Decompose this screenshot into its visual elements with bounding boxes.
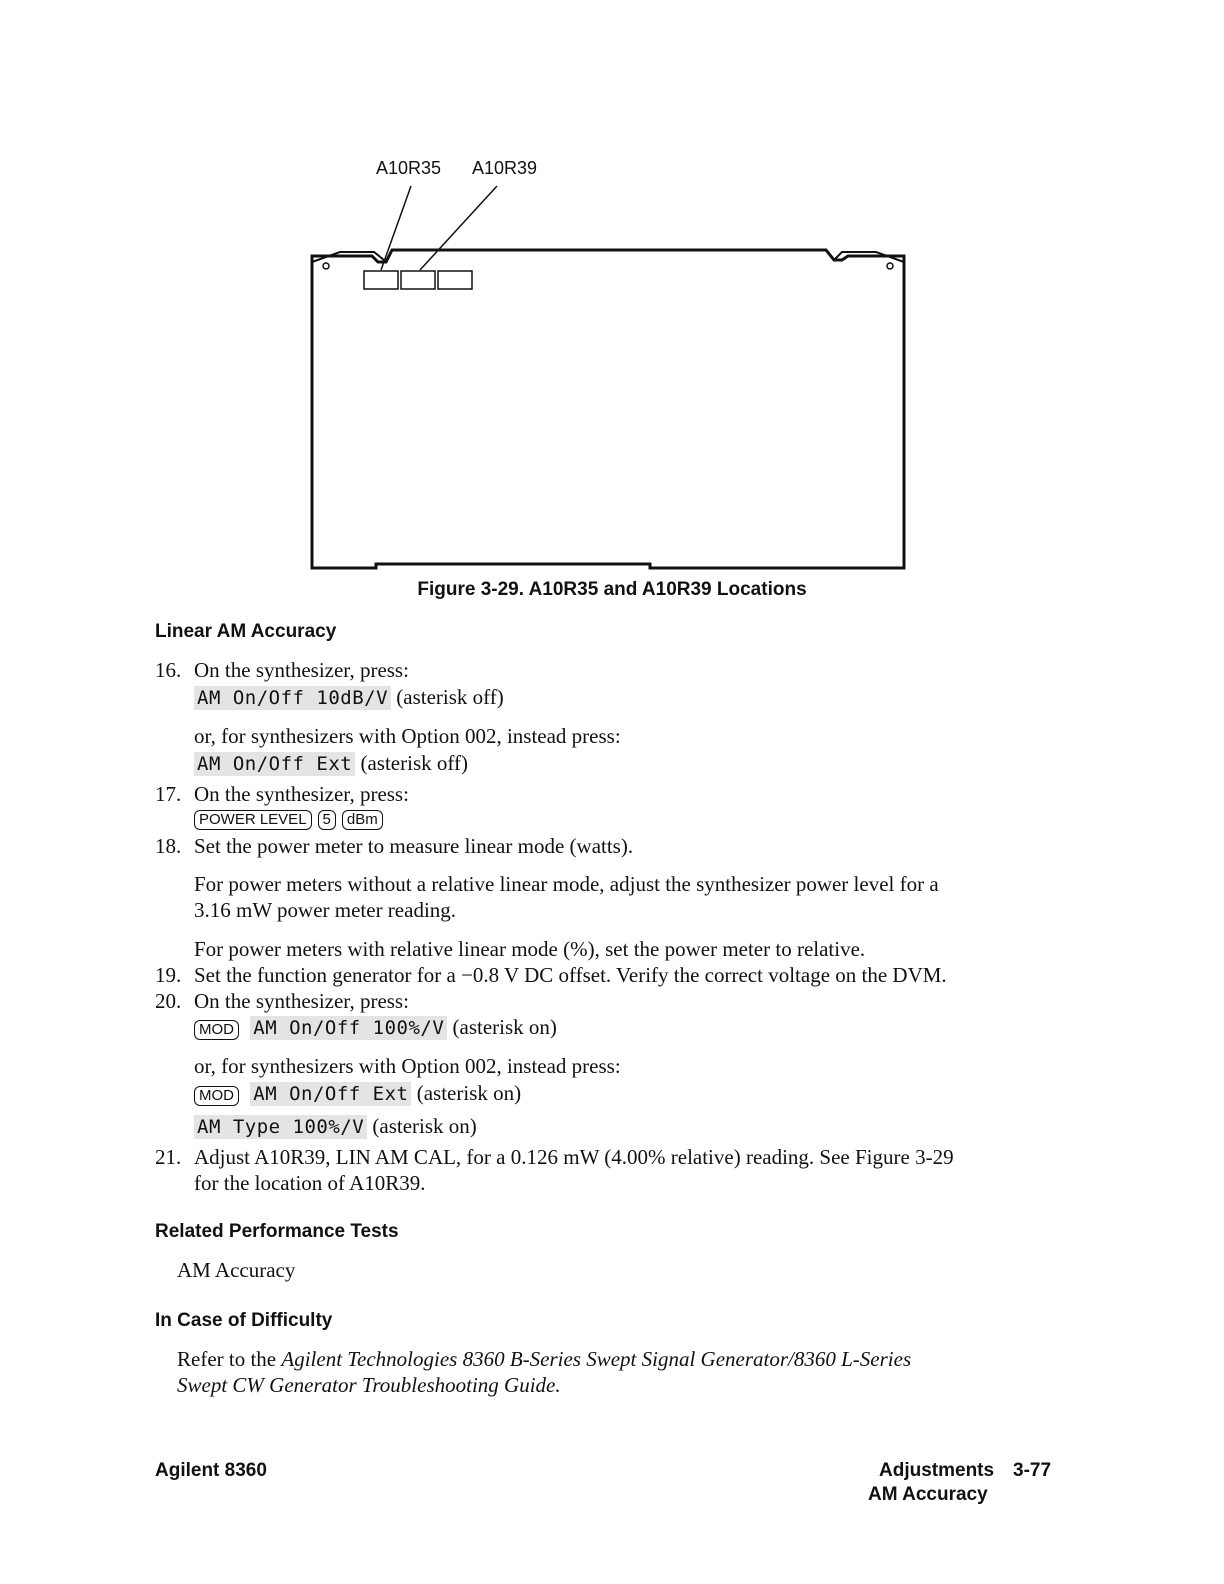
option-002-text: or, for synthesizers with Option 002, instead press: bbox=[194, 724, 621, 748]
softkey-am-onoff-ext[interactable]: AM On/Off Ext bbox=[194, 752, 355, 776]
digit-5-key[interactable]: 5 bbox=[318, 810, 336, 830]
step-number: 17. bbox=[155, 782, 182, 806]
step-20-line bbox=[194, 1014, 557, 1041]
heading-linear-am: Linear AM Accuracy bbox=[155, 621, 337, 642]
left-mount-hole bbox=[323, 263, 329, 269]
footer-section: Adjustments bbox=[879, 1460, 995, 1481]
softkey-am-onoff-ext[interactable]: AM On/Off Ext bbox=[250, 1082, 411, 1106]
leader-line-a10r35 bbox=[381, 186, 411, 270]
step-number: 18. bbox=[155, 834, 182, 858]
note: (asterisk off) bbox=[360, 751, 468, 775]
footer-page-number: 3-77 bbox=[1013, 1460, 1052, 1481]
board-figure bbox=[0, 0, 1224, 600]
pot-a10r35 bbox=[364, 271, 398, 289]
guide-title-cont: Swept CW Generator Troubleshooting Guide. bbox=[177, 1373, 561, 1397]
leader-line-a10r39 bbox=[420, 186, 497, 270]
para-no-relative: For power meters without a relative linear mode, adjust the synthesizer power level for a bbox=[194, 872, 939, 896]
step-text: Set the power meter to measure linear mode (watts). bbox=[194, 834, 634, 858]
guide-title: Agilent Technologies 8360 B-Series Swept Signal Generator/8360 L-Series bbox=[281, 1347, 912, 1371]
footer-product: Agilent 8360 bbox=[155, 1460, 267, 1481]
dbm-key[interactable]: dBm bbox=[342, 810, 383, 830]
step-20-type-line bbox=[194, 1113, 477, 1140]
right-mount-hole bbox=[887, 263, 893, 269]
step-text: Adjust A10R39, LIN AM CAL, for a 0.126 mW (4.00% relative) reading. See Figure 3-29 bbox=[194, 1145, 954, 1169]
pot-a10r39 bbox=[401, 271, 435, 289]
step-number: 19. bbox=[155, 963, 182, 987]
step-20-alt-line bbox=[194, 1080, 521, 1107]
heading-related-tests: Related Performance Tests bbox=[155, 1221, 399, 1242]
step-text-cont: for the location of A10R39. bbox=[194, 1171, 426, 1195]
power-level-key[interactable]: POWER LEVEL bbox=[194, 810, 312, 830]
label-a10r35: A10R35 bbox=[376, 158, 442, 178]
step-16-line bbox=[194, 684, 504, 711]
mod-key[interactable]: MOD bbox=[194, 1020, 239, 1040]
step-number: 21. bbox=[155, 1145, 182, 1169]
board-outline bbox=[312, 250, 904, 568]
step-number: 16. bbox=[155, 658, 182, 682]
note: (asterisk on) bbox=[416, 1081, 522, 1105]
pot-third bbox=[438, 271, 472, 289]
step-16-alt-line bbox=[194, 750, 468, 777]
step-text: On the synthesizer, press: bbox=[194, 782, 409, 806]
softkey-am-type-100pct[interactable]: AM Type 100%/V bbox=[194, 1115, 367, 1139]
difficulty-line-1 bbox=[177, 1346, 911, 1372]
related-test-item: AM Accuracy bbox=[177, 1258, 296, 1282]
difficulty-prefix: Refer to the bbox=[177, 1347, 277, 1371]
heading-difficulty: In Case of Difficulty bbox=[155, 1310, 333, 1331]
step-number: 20. bbox=[155, 989, 182, 1013]
mod-key[interactable]: MOD bbox=[194, 1086, 239, 1106]
para-relative: For power meters with relative linear mode (%), set the power meter to relative. bbox=[194, 937, 866, 961]
softkey-am-onoff-100pct[interactable]: AM On/Off 100%/V bbox=[250, 1016, 447, 1040]
note: (asterisk on) bbox=[372, 1114, 477, 1138]
step-text: On the synthesizer, press: bbox=[194, 658, 409, 682]
step-17-keys bbox=[194, 810, 389, 830]
softkey-am-onoff-10dbv[interactable]: AM On/Off 10dB/V bbox=[194, 686, 391, 710]
note: (asterisk on) bbox=[452, 1015, 557, 1039]
figure-caption: Figure 3-29. A10R35 and A10R39 Locations bbox=[417, 579, 807, 600]
step-text: Set the function generator for a −0.8 V DC offset. Verify the correct voltage on the DVM. bbox=[194, 963, 947, 987]
footer-subtitle: AM Accuracy bbox=[868, 1484, 988, 1505]
para-no-relative-cont: 3.16 mW power meter reading. bbox=[194, 898, 457, 922]
note: (asterisk off) bbox=[396, 685, 504, 709]
label-a10r39: A10R39 bbox=[472, 158, 538, 178]
option-002-text: or, for synthesizers with Option 002, instead press: bbox=[194, 1054, 621, 1078]
step-text: On the synthesizer, press: bbox=[194, 989, 409, 1013]
